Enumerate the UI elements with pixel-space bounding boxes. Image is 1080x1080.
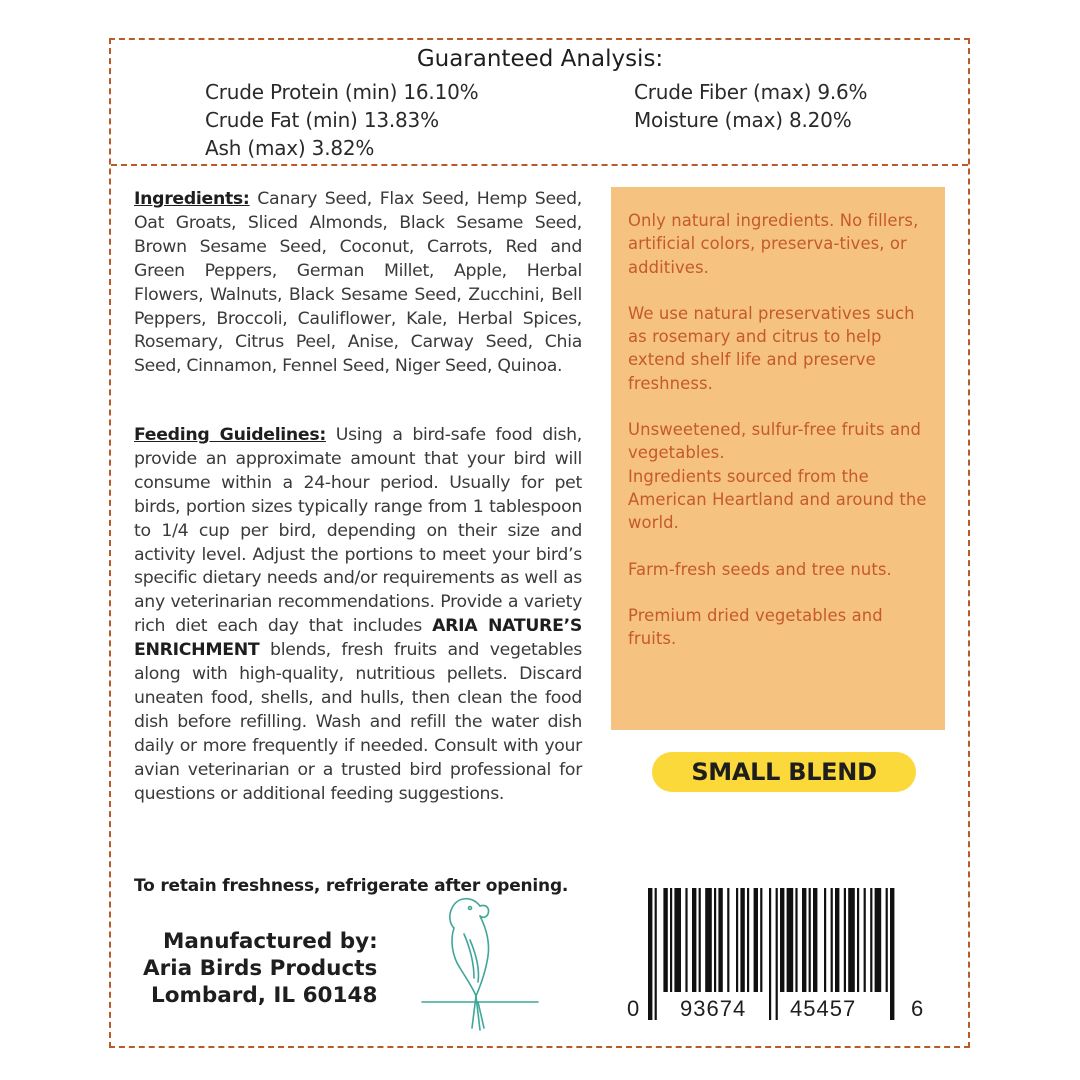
ingredients-text: Canary Seed, Flax Seed, Hemp Seed, Oat Groats, Sliced Almonds, Black Sesame Seed, Brown Sesame Seed, Coconut, Carrots, Red and Green Peppers, German Millet, Apple, Herbal Flowers, Walnuts, Black Sesame Seed, Zucchini, Bell Peppers, Broccoli, Cauliflower, Kale, Herbal Spices, Rosemary, Citrus Peel, Anise, Carway Seed, Chia Seed, Cinnamon, Fennel Seed, Niger Seed, Quinoa.	[134, 189, 582, 377]
feeding-guidelines-section	[134, 424, 582, 807]
barcode-digits-group-1: 93674	[680, 996, 747, 1021]
manufacturer-block	[143, 928, 383, 1009]
section-divider	[111, 164, 968, 166]
manufacturer-label: Manufactured by:	[163, 929, 378, 954]
crude-protein: Crude Protein (min) 16.10%	[205, 80, 479, 104]
small-blend-badge: SMALL BLEND	[652, 752, 916, 792]
highlight-sourced: Ingredients sourced from the American Heartland and around the world.	[628, 466, 927, 533]
guaranteed-analysis-title: Guaranteed Analysis:	[416, 46, 664, 72]
barcode-digit-left: 0	[627, 996, 640, 1021]
manufacturer-name: Aria Birds Products	[143, 956, 378, 981]
feeding-guidelines-heading: Feeding Guidelines:	[134, 425, 326, 445]
highlight-preservatives: We use natural preservatives such as rosemary and citrus to help extend shelf life and preserve freshness.	[628, 303, 915, 393]
moisture: Moisture (max) 8.20%	[634, 108, 852, 132]
manufacturer-address: Lombard, IL 60148	[151, 983, 378, 1008]
highlight-premium: Premium dried vegetables and fruits.	[628, 605, 883, 649]
barcode-digits-group-2: 45457	[790, 996, 857, 1021]
ingredients-section	[134, 188, 582, 379]
brand-name: ARIA NATURE’S ENRICHMENT	[134, 616, 582, 661]
highlight-natural: Only natural ingredients. No fillers, artificial colors, preserva-tives, or additives.	[628, 211, 919, 277]
barcode-digit-right: 6	[911, 996, 924, 1021]
freshness-note: To retain freshness, refrigerate after opening.	[134, 876, 569, 896]
barcode-icon	[626, 888, 926, 1024]
highlight-farm-fresh: Farm-fresh seeds and tree nuts.	[628, 559, 892, 579]
feeding-text-1: Using a bird-safe food dish, provide an approximate amount that your bird will consume within a 24-hour period. Usually for pet birds, portion sizes typically range from 1 tablespoon to 1/4 cup per bird, depending on their size and activity level. Adjust the portions to meet your bird’s specific dietary needs and/or requirements as well as any veterinarian recommendations. Provide a variety rich diet each day that includes	[134, 425, 582, 637]
parrot-outline-icon	[420, 878, 540, 1038]
highlight-unsweetened: Unsweetened, sulfur-free fruits and vegetables.	[628, 420, 922, 463]
feeding-text-2: blends, fresh fruits and vegetables along with high-quality, nutritious pellets. Discard uneaten food, shells, and hulls, then clean the food dish before refilling. Wash and refill the water dish daily or more frequently if needed. Consult with your avian veterinarian or a trusted bird professional for questions or additional feeding suggestions.	[134, 640, 582, 804]
ingredients-heading: Ingredients:	[134, 189, 250, 209]
crude-fat: Crude Fat (min) 13.83%	[205, 108, 439, 132]
ash: Ash (max) 3.82%	[205, 136, 375, 160]
highlights-panel	[611, 187, 945, 730]
crude-fiber: Crude Fiber (max) 9.6%	[634, 80, 868, 104]
